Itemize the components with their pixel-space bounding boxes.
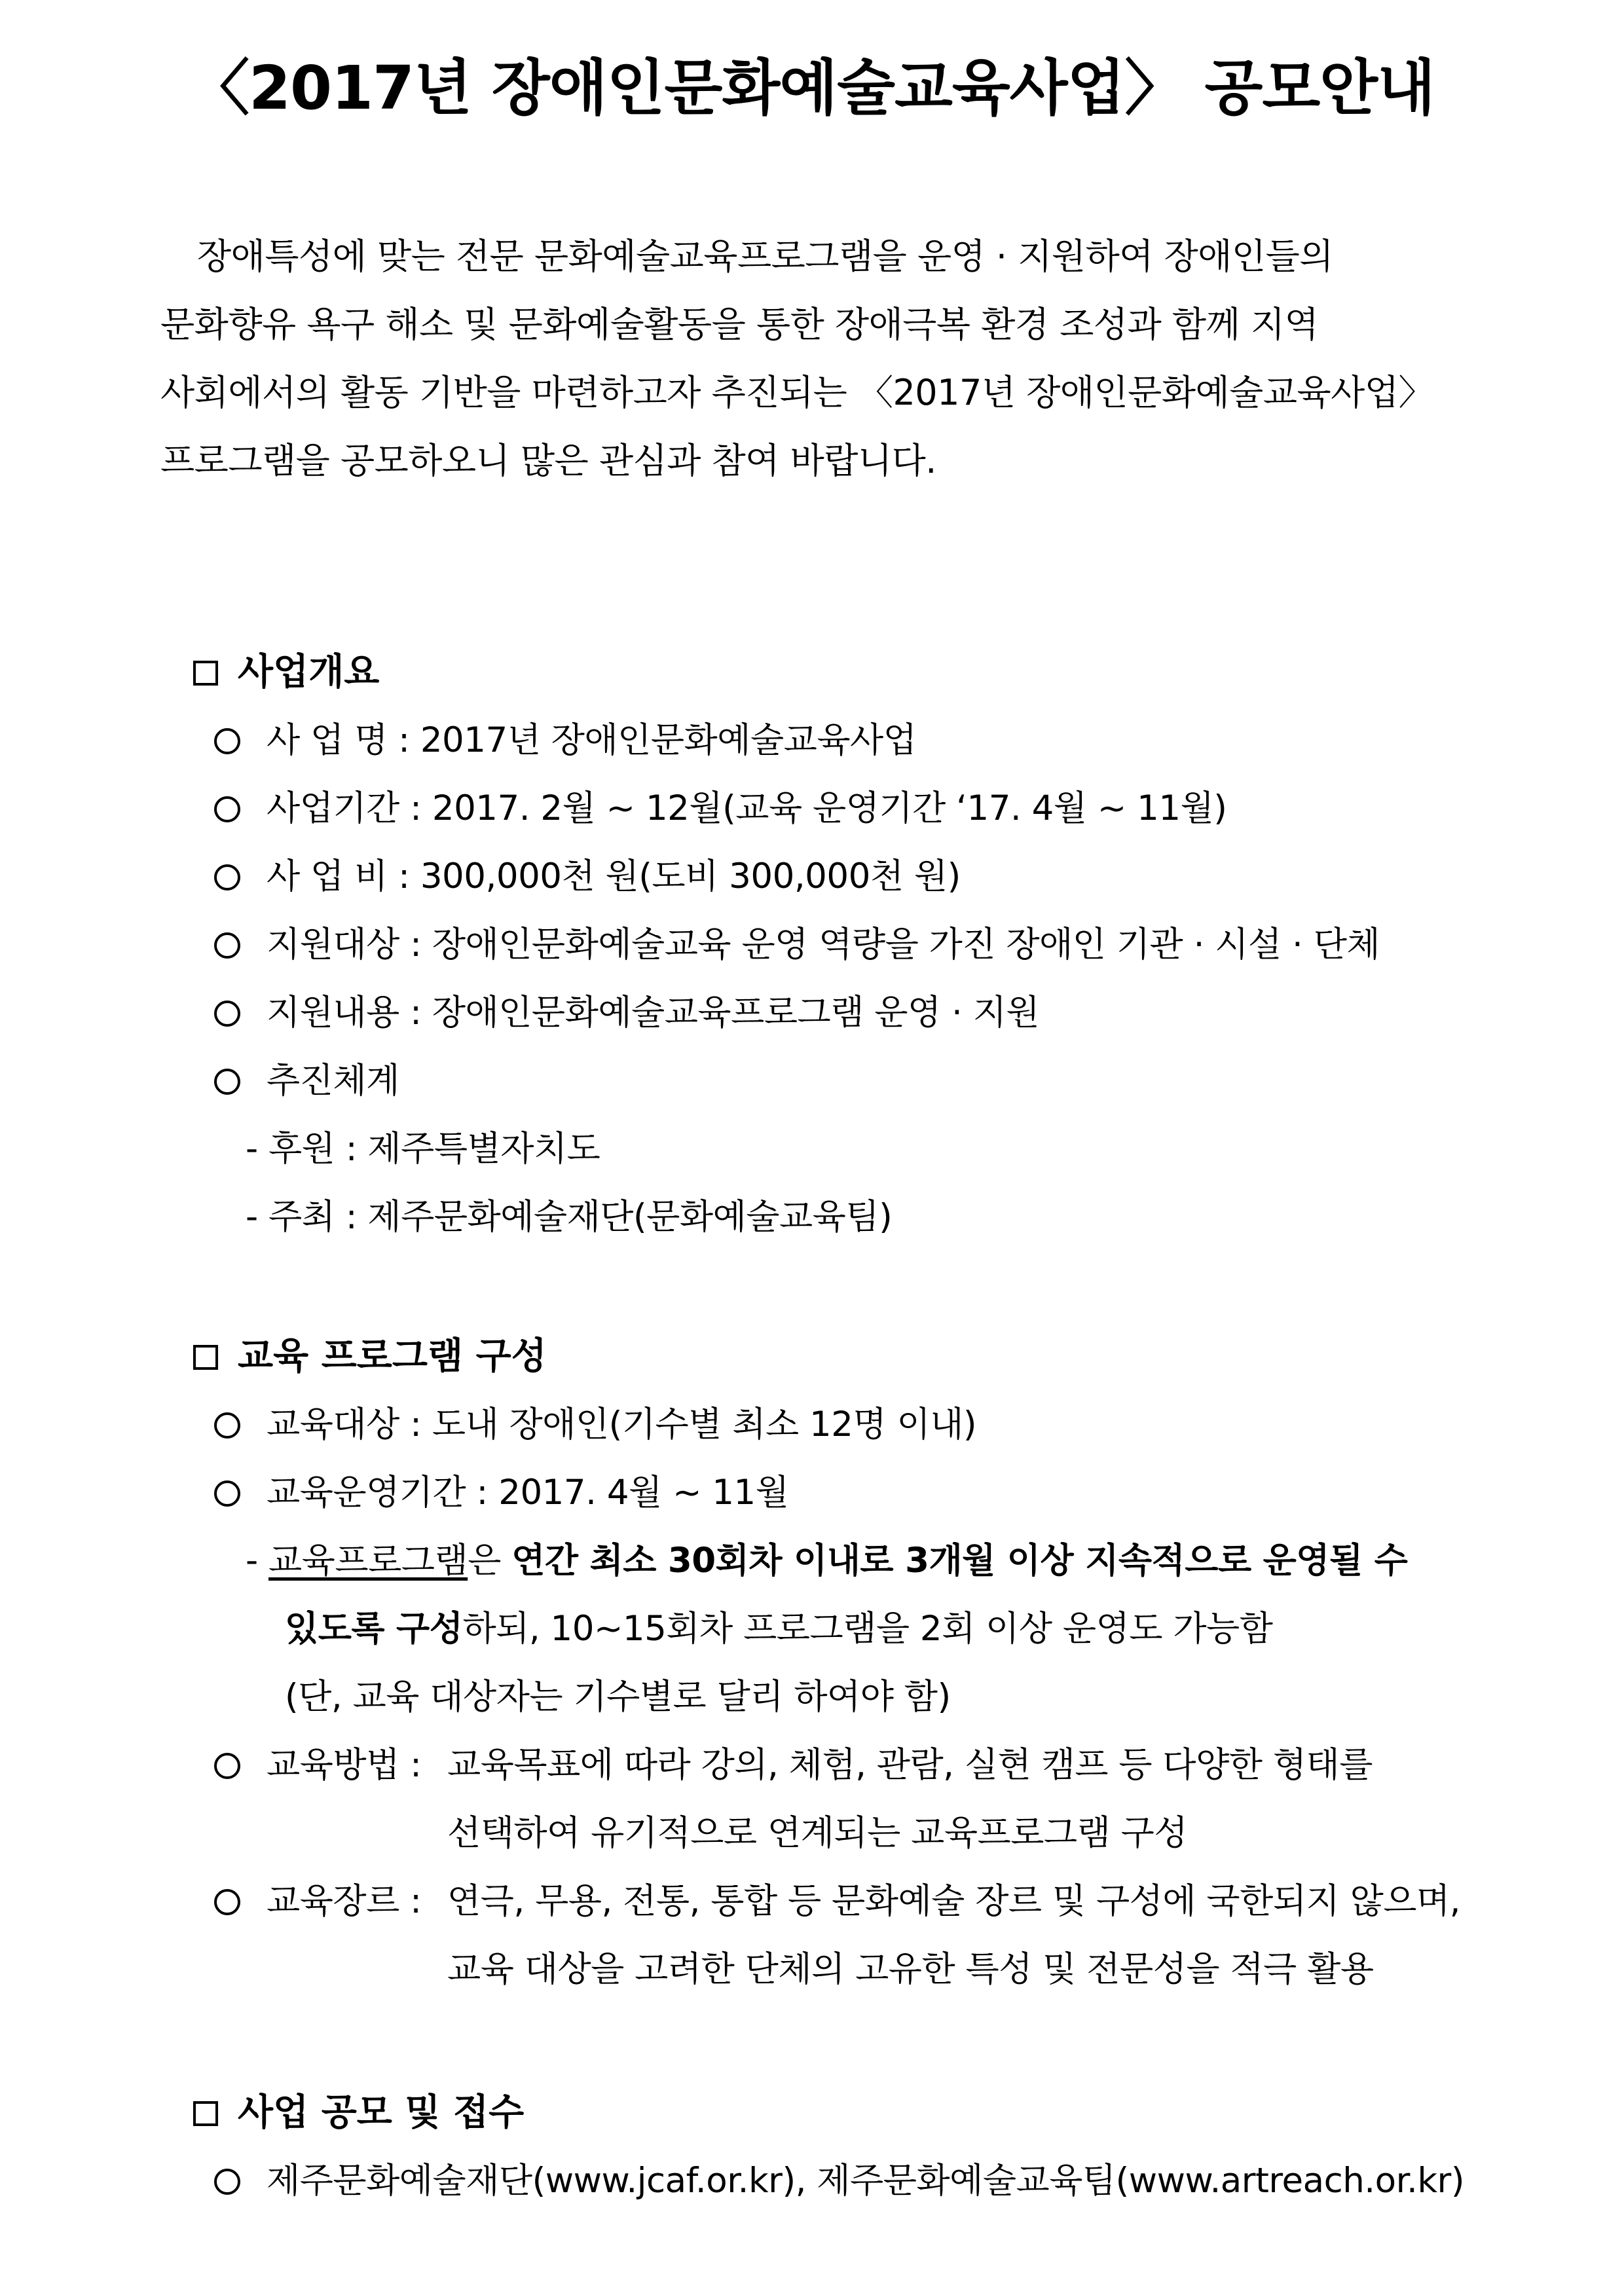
square-bullet-icon xyxy=(193,1345,218,1370)
circle-bullet-icon xyxy=(214,932,240,959)
program-item-continued: 선택하여 유기적으로 연계되는 교육프로그램 구성 xyxy=(447,1813,1188,1853)
circle-bullet-icon xyxy=(214,1480,240,1507)
circle-bullet-icon xyxy=(214,728,240,754)
intro-line: 장애특성에 맞는 전문 문화예술교육프로그램을 운영 · 지원하여 장애인들의 xyxy=(197,236,1333,277)
overview-item: 지원대상 : 장애인문화예술교육 운영 역량을 가진 장애인 기관 · 시설 · 단체 xyxy=(193,911,1477,979)
circle-bullet-icon xyxy=(214,1001,240,1027)
overview-item: 지원내용 : 장애인문화예술교육프로그램 운영 · 지원 xyxy=(193,979,1477,1047)
page-title: 〈2017년 장애인문화예술교육사업〉 공모안내 xyxy=(189,53,1435,123)
program-section xyxy=(193,1323,1477,2004)
apply-section xyxy=(193,2079,1477,2215)
program-item: 교육방법 : 교육목표에 따라 강의, 체험, 관람, 실현 캠프 등 다양한 형태를 xyxy=(193,1731,1477,1799)
intro-line: 사회에서의 활동 기반을 마련하고자 추진되는 〈2017년 장애인문화예술교육사업〉 xyxy=(160,372,1433,413)
overview-section xyxy=(193,638,1477,1251)
circle-bullet-icon xyxy=(214,1889,240,1915)
apply-item: 제주문화예술재단(www.jcaf.or.kr), 제주문화예술교육팀(www.artreach.or.kr) xyxy=(193,2147,1477,2215)
circle-bullet-icon xyxy=(214,1069,240,1095)
program-item: 교육장르 : 연극, 무용, 전통, 통합 등 문화예술 장르 및 구성에 국한되지 않으며, xyxy=(193,1867,1477,1936)
section-heading: 사업 공모 및 접수 xyxy=(193,2079,1477,2147)
overview-sub-item: - 후원 : 제주특별자치도 xyxy=(246,1129,600,1169)
overview-item: 사 업 비 : 300,000천 원(도비 300,000천 원) xyxy=(193,843,1477,911)
overview-sub-item: - 주최 : 제주문화예술재단(문화예술교육팀) xyxy=(246,1197,893,1237)
intro-line: 프로그램을 공모하오니 많은 관심과 참여 바랍니다. xyxy=(160,440,936,481)
circle-bullet-icon xyxy=(214,1753,240,1779)
circle-bullet-icon xyxy=(214,796,240,822)
square-bullet-icon xyxy=(193,2101,218,2126)
program-item: 교육운영기간 : 2017. 4월 ~ 11월 xyxy=(193,1459,1477,1527)
section-heading: 교육 프로그램 구성 xyxy=(193,1323,1477,1391)
intro-paragraph xyxy=(160,223,1477,495)
program-item-continued: 교육 대상을 고려한 단체의 고유한 특성 및 전문성을 적극 활용 xyxy=(447,1949,1374,1989)
program-note: - 교육프로그램은 연간 최소 30회차 이내로 3개월 이상 지속적으로 운영될 수 xyxy=(246,1541,1408,1581)
program-note-paren: (단, 교육 대상자는 기수별로 달리 하여야 함) xyxy=(285,1677,951,1717)
overview-item: 추진체계 xyxy=(193,1047,1477,1115)
section-heading: 사업개요 xyxy=(193,638,1477,707)
circle-bullet-icon xyxy=(214,1412,240,1439)
circle-bullet-icon xyxy=(214,2169,240,2195)
circle-bullet-icon xyxy=(214,864,240,890)
overview-item: 사 업 명 : 2017년 장애인문화예술교육사업 xyxy=(193,707,1477,775)
program-note-continued: 있도록 구성하되, 10~15회차 프로그램을 2회 이상 운영도 가능함 xyxy=(285,1609,1273,1649)
program-item: 교육대상 : 도내 장애인(기수별 최소 12명 이내) xyxy=(193,1391,1477,1459)
intro-line: 문화향유 욕구 해소 및 문화예술활동을 통한 장애극복 환경 조성과 함께 지역 xyxy=(160,304,1319,345)
square-bullet-icon xyxy=(193,661,218,686)
overview-item: 사업기간 : 2017. 2월 ~ 12월(교육 운영기간 ‘17. 4월 ~ 11월) xyxy=(193,775,1477,843)
